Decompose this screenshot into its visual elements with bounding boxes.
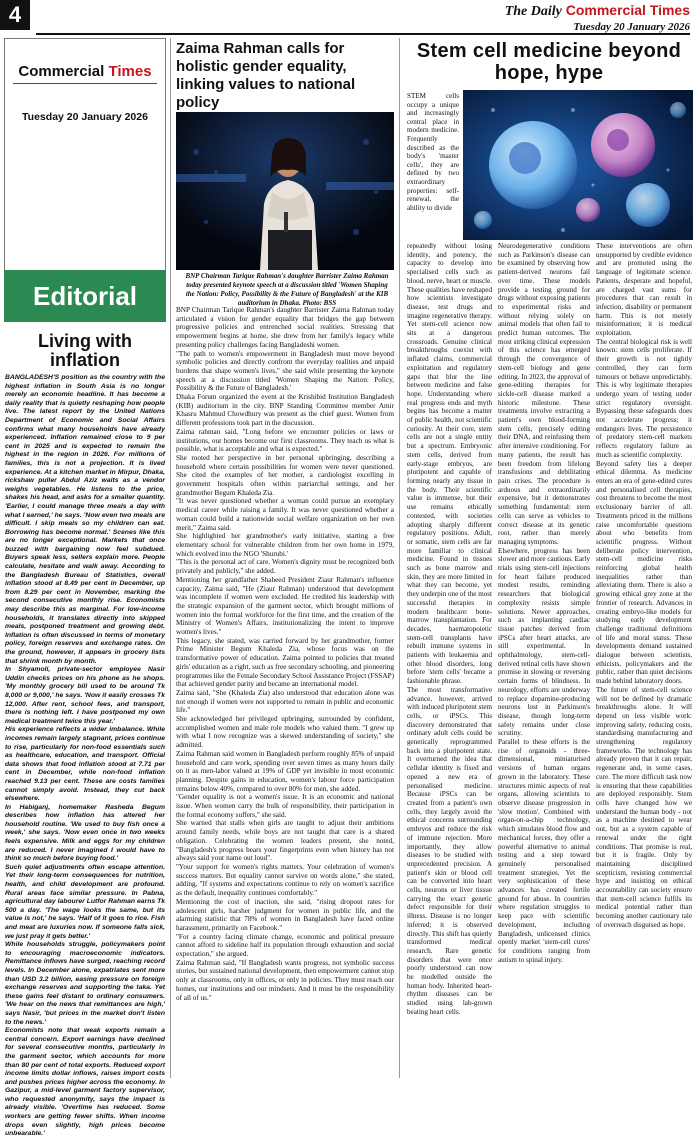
stem-cell-graphic [463,90,693,240]
stem-paragraph: Neurodegenerative conditions such as Parkinson's disease can be examined by observing how patient-derived neurons fail over time. These models provide a testing ground for drugs without exposing patients to experimental risks and without relying solely on animal models that often fail to predict human outcomes. The most striking clinical expression of this science has emerged through the convergence of stem-cell biology and gene editing. In 2023, the approval of gene-editing therapies for sickle-cell disease marked a historic milestone. These treatments involve extracting a patient's own blood-forming stem cells, precisely editing their DNA, and reinfusing them after intensive conditioning. For many patients, the result has been freedom from lifelong transfusions and debilitating pain crises. The procedure is arduous and extraordinarily expensive, but it demonstrates something fundamental: stem cells can serve as vehicles to correct disease at its genetic root, rather than merely managing symptoms. [498,242,591,546]
editorial-headline: Living with inflation [38,331,132,370]
editorial-section-label: Editorial [4,270,166,322]
stem-paragraph: The future of stem-cell science will not be defined by dramatic breakthroughs alone. It will depend on less visible work: improving safety, reducing costs, standardising manufacturing and strengthening regulatory frameworks. The technology has already proven that it can repair, regenerate and, in some cases, cure. The more difficult task now is ensuring that these capabilities are deployed responsibly. Stem cells have changed how we understand the human body - not as a machine destined to wear out, but as a system capable of renewal under the right conditions. That promise is real, but it is fragile. Only by maintaining disciplined scepticism, resisting commercial hype and insisting on ethical accountability can society ensure that stem-cell science fulfils its medical potential rather than becoming another cautionary tale of overreach disguised as hope. [596,685,692,929]
zaima-paragraph: Zaima Rahman said, "If Bangladesh wants progress, not symbolic success stories, but sustained national development, then empowerment cannot stop only at classrooms, only in offices, or only in policies. They must reach our homes, our institutions and our mindsets. And it must be the responsibility of all of us." [176,958,394,1002]
zaima-paragraph: "The path to women's empowerment in Bangladesh must move beyond symbolic policies and directly confront the everyday realities and unpaid burdens that shape women's lives," she said while presenting the keynote speech at a discussion titled 'Women Shaping the Nation: Policy, Possibility & the Future of Bangladesh.' [176,349,394,393]
stem-cell-illustration [463,90,693,240]
sidebar-brand-times: Times [108,63,152,80]
sidebar-date: Tuesday 20 January 2026 [22,111,148,123]
stem-intro [407,92,459,242]
editorial-paragraph: BANGLADESH'S position as the country with the highest inflation in South Asia is no longer merely an economic headline. It has become a daily reality that is quietly reshaping how people live. The latest report by the United Nations Department of Economic and Social Affairs confirms what many households have already experienced. Inflation remained close to 9 per cent in 2025 and is expected to remain the highest in the region in 2026. For millions of families, this is not a projection. It is lived experience. At a kitchen market in Mirpur, Dhaka, rickshaw puller Abdul Aziz waits as a vendor weighs vegetables. He listens to the price, shakes his head, and asks for a smaller quantity. 'Earlier, I could manage three meals a day with what I earned,' he says. 'Now even two meals are difficult. I skip meals so my children can eat. Borrowing has become normal.' Scenes like this are no longer exceptional. Markets that once buzzed with bargaining now feel subdued. Buyers speak less, sellers explain more. People calculate, hesitate and walk away. According to the Bangladesh Bureau of Statistics, overall inflation stood at 8.49 per cent in December, up from 8.29 per cent in November, marking the second consecutive monthly rise. Economists may describe this as marginal. For low-income households, it translates directly into skipped meals, postponed treatment and growing debt. Inflation is often discussed in terms of monetary policy, foreign reserves and exchange rates. On the ground, however, it appears in grocery lists that shrink month by month. [5,374,165,665]
stem-paragraph: Elsewhere, progress has been slower and more cautious. Early trials using stem-cell injections for heart failure produced modest results, reminding researchers that biological complexity resists simple solutions. Newer approaches, such as implanting cardiac tissue patches derived from iPSCs after heart attacks, are still experimental. In ophthalmology, stem-cell-derived retinal cells have shown promise in slowing or reversing certain forms of blindness. In neurology, efforts are underway to replace dopamine-producing neurons lost in Parkinson's disease, though long-term safety remains under close scrutiny. [498,546,590,738]
zaima-paragraph: Mentioning her grandfather Shaheed President Ziaur Rahman's influence capacity, Zaima said, "He (Ziaur Rahman) understood that development was incomplete if women were excluded. He credited his leadership with the strategic expansion of the garment sector, which brought millions of women into the formal workforce for the first time, and the creation of the Ministry of Women's Affairs, institutionalizing the intent to improve women's lives." [176,575,394,637]
stem-paragraph: The central biological risk is well known: stem cells proliferate. If their growth is not tightly controlled, they can form tumours or behave unpredictably. This is why legitimate therapies undergo years of testing under strict regulatory oversight. Bypassing these safeguards does not accelerate progress; it endangers lives. The persistence of predatory stem-cell markets reflects regulatory failure as much as scientific complexity. [596,337,692,459]
speaker-at-podium-photo [176,112,394,270]
editorial-paragraph: While households struggle, policymakers point to encouraging macroeconomic indicators. Remittance inflows have surged, reaching record levels. In December alone, expatriates sent more than USD 3.2 billion, easing pressure on foreign exchange reserves and supporting the taka. Yet these gains feel distant to ordinary consumers. 'We hear on the news that remittances are high,' says Nasir, 'but prices in the market don't listen to the news.' [5,941,165,1026]
stem-intro-paragraph: STEM cells occupy a unique and increasingly central place in modern medicine. Frequently described as the body's 'master cells', they are defined by two extraordinary properties: self-renewal, the ability to divide [407,92,459,212]
editorial-paragraph: In Shyamoli, private-sector employee Nasir Uddin checks prices on his phone as he shops. 'My monthly grocery bill used to be around Tk 8,000 or 9,000,' he says. 'Now it easily crosses Tk 12,000. After rent, school fees, and transport, there is nothing left. I have postponed my own medical treatment twice this year.' [5,666,165,725]
zaima-paragraph: "Gender equality is not a women's issue. It is an economic and national issue. When women carry the bulk of responsibility, their participation in the formal economy suffers," she said. [176,793,394,819]
masthead [505,2,690,33]
masthead-the-label: The Daily [504,4,562,19]
zaima-paragraph: Zaima rahman said, "Long before we encounter policies or laws or institutions, our homes become our first classrooms. They teach us what is possible, what is acceptable and what is expected." [176,427,394,454]
editorial-paragraph: His experience reflects a wider imbalance. While incomes remain largely stagnant, prices continue to rise, particularly for non-food essentials such as healthcare, education, and transport. Official data shows that food inflation stood at 7.71 per cent in December, while non-food inflation reached 9.13 per cent. These are costs families cannot simply avoid. Instead, they cut back elsewhere. [5,726,165,803]
page-number: 4 [0,0,30,30]
sidebar-brand-commercial: Commercial [18,63,105,80]
zaima-paragraph: She acknowledged her privileged upbringing, surrounded by confident, accomplished women and male role models who valued them. "I grew up with what I now recognize was a skewed understanding of society," she admitted. [176,715,394,750]
editorial-body [5,374,165,1138]
stem-paragraph: The most transformative advance, however, arrived with induced pluripotent stem cells, or iPSCs. This discovery demonstrated that ordinary adult cells could be genetically reprogrammed back into a pluripotent state. It overturned the idea that cellular identity is fixed and opened a new era of personalised medicine. Because iPSCs can be created from a patient's own cells, they largely avoid the ethical concerns surrounding embryos and reduce the risk of immune rejection. More importantly, they allow diseases to be studied with unprecedented precision. A patient's skin or blood cell can be converted into heart cells, neurons or liver tissue carrying the exact genetic defect responsible for their illness. Disease is no longer inferred; it is observed directly. This shift has quietly transformed medical research. Rare genetic disorders that were once poorly understood can now be modelled outside the human body. Inherited heart-rhythm diseases can be studied using lab-grown beating heart cells. [407,685,492,1016]
sidebar-brand-box [4,38,166,300]
editorial-paragraph: In Habiganj, homemaker Rasheda Begum describes how inflation has altered her household routine. 'We used to buy fish once a week,' she says. 'Now even once in two weeks feels expensive. Milk and eggs for my children are reduced. I never imagined I would have to think so much before buying food.' [5,803,165,863]
stem-column-2 [498,242,590,1078]
zaima-paragraph: "It was never questioned whether a woman could pursue an exemplary medical career while raising a family. It was never questioned whether a woman could build a nationwide social welfare organization on her own merit," Zaima said. [176,497,394,532]
zaima-paragraph: She rooted her perspective in her personal upbringing, describing a household where certain possibilities for women were never questioned. She cited the examples of her mother, a cardiologist excelling in government hospitals often within patriarchal settings, and her grandmother Begum Khaleda Zia. [176,453,394,497]
zaima-paragraph: "This is the personal act of care. Women's dignity must be recognized both privately and publicly," she added. [176,558,394,576]
zaima-article-headline: Zaima Rahman calls for holistic gender equality, linking values to national policy [176,40,356,111]
column-divider [399,38,400,1078]
editorial-paragraph: Such quiet adjustments often escape attention. Yet their long-term consequences for nutrition, health, and child development are profound. Rural areas face similar pressure. In Pabna, agricultural day labourer Lutfor Rahman earns Tk 500 a day. 'The wage looks the same, but its value is not,' he says. 'Half of it goes to rice. Fish and meat are luxuries now. If someone falls sick, we just pray it gets better.' [5,863,165,940]
masthead-title [505,2,690,20]
header-divider [36,33,690,35]
stem-paragraph: Beyond safety lies a deeper ethical dilemma. As medicine enters an era of gene-edited cures and personalised cell therapies, cost threatens to become the most exclusionary barrier of all. Treatments priced in the millions raise uncomfortable questions about who benefits from scientific progress. Without deliberate policy intervention, stem-cell medicine risks reinforcing global health inequalities rather than alleviating them. There is also a growing ethical grey zone at the frontier of research. Advances in creating embryo-like models for studying early development challenge traditional definitions of life and moral status. These developments demand sustained dialogue between scientists, ethicists, policymakers and the public, rather than quiet decisions made behind laboratory doors. [596,459,692,686]
zaima-paragraph: This legacy, she stated, was carried forward by her grandmother, former Prime Minister Begum Khaleda Zia, whose focus was on the transformative power of education. Zaima pointed to policies that treated girls' education as a right, such as free secondary schooling, and pioneering programmes like the Female Secondary School Assistance Project (FSSAP) that achieved gender parity and became an international model. [176,636,394,689]
zaima-paragraph: She warned that stalls when girls are taught to adjust their ambitions around family needs, while boys are not taught that care is a shared obligation. Celebrating the women leaders present, she noted, "Bangladesh's progress bears your fingerprints even when history has not always said your name out loud". [176,819,394,863]
stem-paragraph: repeatedly without losing identity, and potency, the capacity to develop into specialised cells such as blood, nerve, heart or muscle. These qualities have reshaped how scientists investigate disease, test drugs and imagine regenerative therapy. Yet stem-cell science now sits at a dangerous crossroads. Genuine clinical breakthroughs coexist with inflated claims, commercial exploitation and regulatory gaps that blur the line between medicine and false hope. Understanding where real progress ends and myth begins has become a matter of public health, not scientific curiosity. At their core, stem cells are not a single entity but a spectrum. Embryonic stem cells, derived from early-stage embryos, are pluripotent and capable of forming nearly any tissue in the body. Their scientific value is immense, but their use remains ethically contested, with societies adopting sharply different regulatory positions. Adult, or somatic, stem cells are far more familiar to clinical medicine. Found in tissues such as bone marrow and skin, they are more limited in what they can become, yet they underpin one of the most successful therapies in modern healthcare: bone-marrow transplantation. For decades, haematopoietic stem-cell transplants have rebuilt immune systems in patients with leukaemia and other blood disorders, long before 'stem cells' became a fashionable phrase. [407,242,492,686]
zaima-paragraph: Zaima said, "She (Khaleda Zia) also understood that education alone was not enough if women were not supported to remain in public and economic life." [176,688,394,715]
masthead-paper-name: Commercial Times [565,2,690,18]
zaima-paragraph: "Your support for women's rights matters. Your celebration of women's success matters. But equality cannot survive on words alone," she stated, adding, "If systems and expectations continue to rely on women's sacrifice as the default, inequality continues comfortably." [176,863,394,898]
stem-paragraph: Parallel to these efforts is the rise of organoids - three-dimensional, miniaturised versions of human organs grown in the laboratory. These structures mimic aspects of real organs, allowing scientists to observe disease progression in 'slow motion'. Combined with organ-on-a-chip technology, which simulates blood flow and mechanical forces, they offer a powerful alternative to animal testing and a step toward genuinely personalised treatment strategies. Yet the very sophistication of these advances has created fertile ground for abuse. In countries where regulation struggles to keep pace with scientific development, including Bangladesh, unlicensed clinics openly market 'stem-cell cures' for conditions ranging from autism to spinal injury. [498,738,590,964]
zaima-paragraph: She highlighted her grandmother's early initiative, starting a free elementary school for vulnerable children from her own home in 1979, which evolved into the NGO 'Shurubi.' [176,532,394,558]
masthead-date: Tuesday 20 January 2026 [573,21,690,33]
sidebar-brand [5,63,165,80]
zaima-photo-caption: BNP Chairman Tarique Rahman's daughter Barrister Zaima Rahman today presented keynote speech at a discussion titled 'Women Shaping the Nation: Policy, Possibility & the Future of Bangladesh' at the KIB auditorium in Dhaka. Photo: BSS [185,272,389,307]
stem-article-headline: Stem cell medicine beyond hope, hype [416,40,682,84]
zaima-paragraph: "For a country facing climate change, economic and political pressure cannot afford to sideline half its population through exhaustion and social expectation," she argued. [176,932,394,959]
editorial-paragraph: Economists note that weak exports remain a central concern. Export earnings have declined for several consecutive months, particularly in the garment sector, which accounts for more than 80 per cent of total exports. Reduced export income limits dollar inflows, raises import costs and pushes prices higher across the economy. In Gazipur, a mid-level garment factory supervisor, who requested anonymity, says the impact is already visible. 'Overtime has reduced. Some workers are getting fewer shifts. When income drops even slightly, high prices become unbearable.' [5,1027,165,1138]
stem-column-3 [596,242,692,1078]
editorial-column [4,38,166,1138]
zaima-paragraph: Zaima Rahman said women in Bangladesh perform roughly 85% of unpaid household and care work, spending over seven times as many hours daily on it as men-labor valued at 19% of GDP yet invisible in most economic planning. Despite gains in education, women's labour force participation remains below 40%, compared to over 80% for men, she added. [176,749,394,793]
zaima-article-body [176,306,394,1076]
column-divider [170,38,171,1078]
stem-column-1 [407,242,492,1078]
zaima-paragraph: BNP Chairman Tarique Rahman's daughter Barrister Zaima Rahman today articulated a vision for gender equality that bridges the gap between progressive policies and entrenched social realities. Stressing that empowerment begins at home, she drew from her family's legacy while presenting policy challenges facing Bangladeshi women. [176,306,394,349]
speaker-photo-graphic [176,112,394,270]
zaima-paragraph: Mentioning the cost of inaction, she said, "rising dropout rates for adolescent girls, harsher judgment for women in public life, and the alarming statistic that 78% of women in Bangladesh have faced online harassment, primarily on Facebook." [176,897,394,932]
zaima-paragraph: Dhaka Forum organized the event at the Krishibid Institution Bangladesh (KIB) auditorium in the city. BNP Standing Committee member Amir Khasru Mahmud Chowdhury was present as the chief guest. Women from different professions took part in the discussion. [176,393,394,428]
sidebar-brand-rule [13,83,157,84]
stem-paragraph: These interventions are often unsupported by credible evidence and are promoted using the language of legitimate science. Patients, desperate and hopeful, are charged vast sums for procedures that can result in infection, disability or permanent harm. This is not merely misinformation; it is medical exploitation. [596,242,692,338]
